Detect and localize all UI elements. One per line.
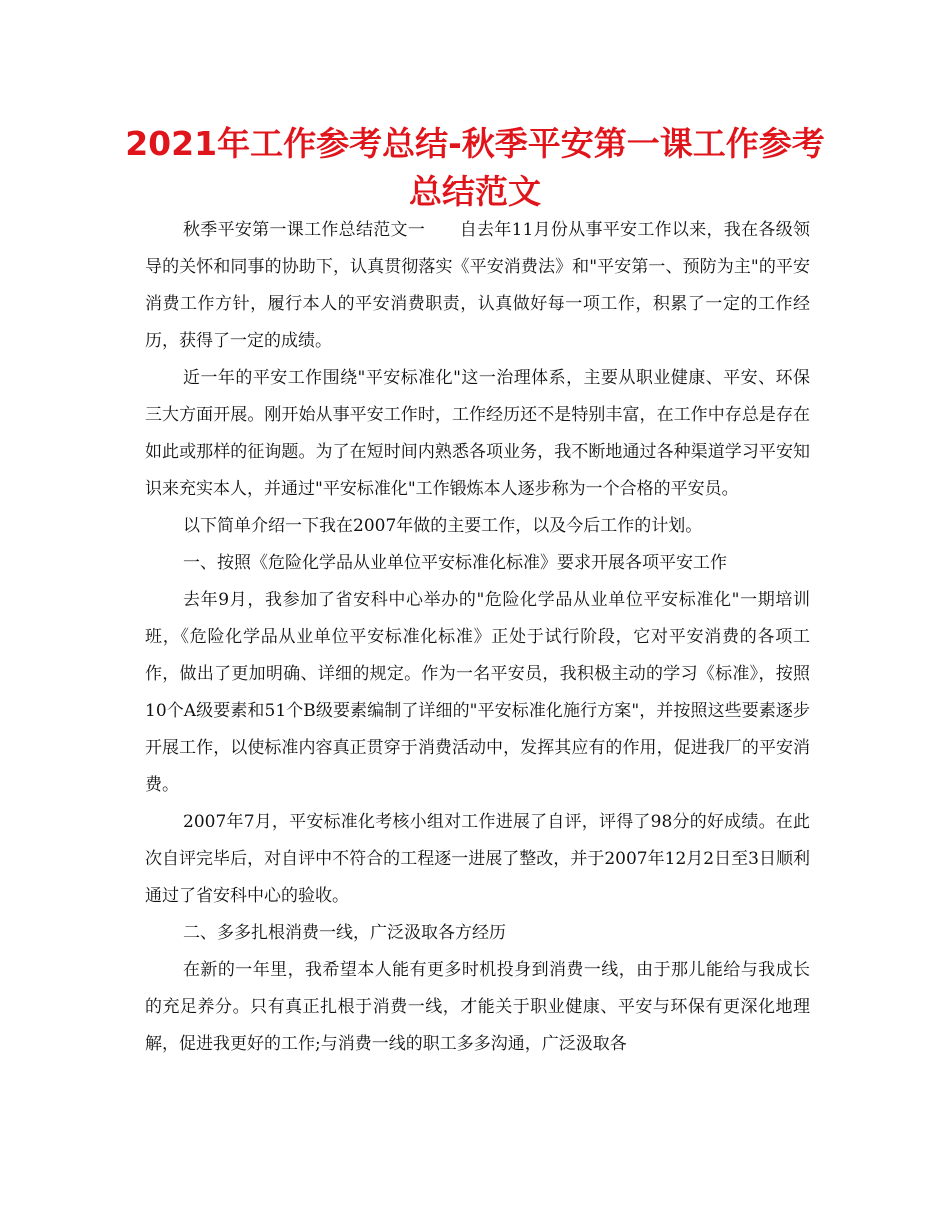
- paragraph: 2007年7月，平安标准化考核小组对工作进展了自评，评得了98分的好成绩。在此次自评完毕后，对自评中不符合的工程逐一进展了整改，并于2007年12月2日至3日顺利通过了省安科中心的验收。: [145, 812, 810, 906]
- paragraph: 近一年的平安工作围绕"平安标准化"这一治理体系，主要从职业健康、平安、环保三大方面开展。刚开始从事平安工作时，工作经历还不是特别丰富，在工作中存总是存在如此或那样的征询题。为了在短时间内熟悉各项业务，我不断地通过各种渠道学习平安知识来充实本人，并通过"平安标准化"工作锻炼本人逐步称为一个合格的平安员。: [145, 368, 810, 499]
- document-title: 2021年工作参考总结-秋季平安第一课工作参考总结范文: [125, 124, 825, 211]
- section-heading: 二、多多扎根消费一线，广泛汲取各方经历: [183, 923, 506, 943]
- paragraph: 以下简单介绍一下我在2007年做的主要工作，以及今后工作的计划。: [183, 516, 703, 536]
- paragraph: 在新的一年里，我希望本人能有更多时机投身到消费一线，由于那儿能给与我成长的充足养分。只有真正扎根于消费一线，才能关于职业健康、平安与环保有更深化地理解，促进我更好的工作;与消费一线的职工多多沟通，广泛汲取各: [145, 960, 810, 1054]
- document-body: [145, 212, 810, 1063]
- section-heading: 一、按照《危险化学品从业单位平安标准化标准》要求开展各项平安工作: [183, 553, 727, 573]
- paragraph: 去年9月，我参加了省安科中心举办的"危险化学品从业单位平安标准化"一期培训班，《危险化学品从业单位平安标准化标准》正处于试行阶段，它对平安消费的各项工作，做出了更加明确、详细的规定。作为一名平安员，我积极主动的学习《标准》，按照10个A级要素和51个B级要素编制了详细的"平安标准化施行方案"，并按照这些要素逐步开展工作，以使标准内容真正贯穿于消费活动中，发挥其应有的作用，促进我厂的平安消费。: [145, 590, 810, 795]
- paragraph: 秋季平安第一课工作总结范文一 自去年11月份从事平安工作以来，我在各级领导的关怀和同事的协助下，认真贯彻落实《平安消费法》和"平安第一、预防为主"的平安消费工作方针，履行本人的平安消费职责，认真做好每一项工作，积累了一定的工作经历，获得了一定的成绩。: [145, 220, 810, 351]
